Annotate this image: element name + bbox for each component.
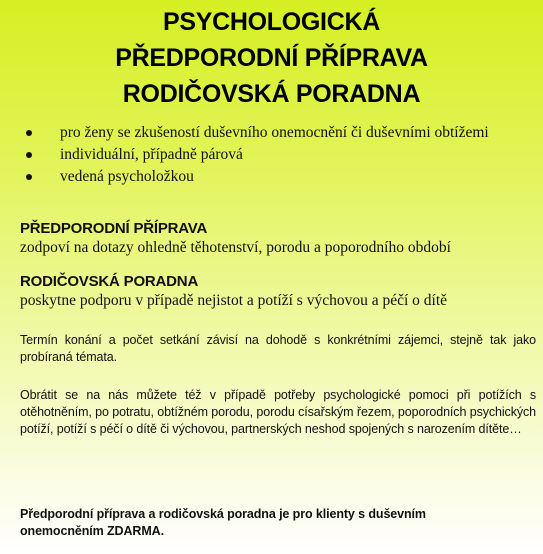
contact-paragraph: Obrátit se na nás můžete též v případě potřeby psychologické pomoci při potížích s otěhotněním, po potratu, obtížném porodu, porodu císařským řezem, poporodních psychických potíží, potíží s péčí o dítě či výchovou, partnerských neshod spojených s narozením dítěte… <box>20 388 536 436</box>
section-title-rodicovska-poradna: RODIČOVSKÁ PORADNA <box>20 273 199 290</box>
section-text-rodicovska-poradna: poskytne podporu v případě nejistot a potíží s výchovou a péčí o dítě <box>20 292 448 309</box>
bullet-item: individuální, případně párová <box>20 145 520 164</box>
section-title-predporodni-priprava: PŘEDPORODNÍ PŘÍPRAVA <box>20 220 208 237</box>
title-line-psychologicka: PSYCHOLOGICKÁ <box>163 8 380 36</box>
bullet-item: pro ženy se zkušeností duševního onemocnění či duševními obtížemi <box>20 123 520 142</box>
title-line-rodicovska-poradna: RODIČOVSKÁ PORADNA <box>122 80 421 108</box>
bullet-item: vedená psycholožkou <box>20 167 520 186</box>
terms-paragraph: Termín konání a počet setkání závisí na dohodě s konkrétními zájemci, stejně tak jako probíraná témata. <box>20 333 536 364</box>
title-line-predporodni-priprava: PŘEDPORODNÍ PŘÍPRAVA <box>115 44 428 72</box>
section-text-predporodni-priprava: zodpoví na dotazy ohledně těhotenství, porodu a poporodního období <box>20 239 451 256</box>
free-of-charge-note: Předporodní příprava a rodičovská poradna je pro klienty s duševním onemocněním ZDARMA. <box>20 507 426 538</box>
target-group-list <box>20 123 520 189</box>
